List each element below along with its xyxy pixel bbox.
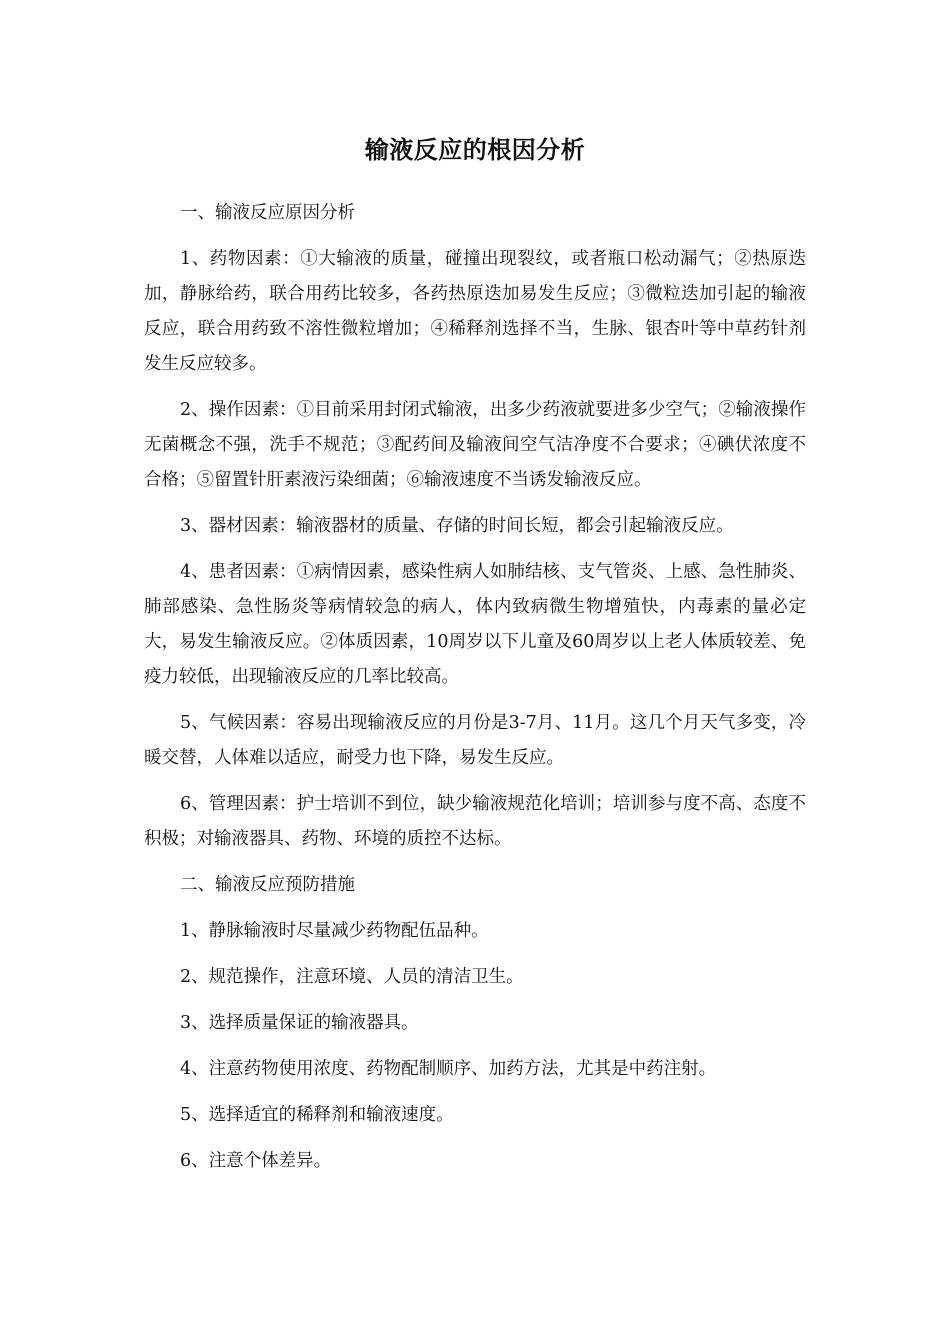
paragraph-patient-factors: 4、患者因素：①病情因素，感染性病人如肺结核、支气管炎、上感、急性肺炎、肺部感染、急性肠炎等病情较急的病人，体内致病微生物增殖快，内毒素的量必定大，易发生输液反应。②体质因素，10周岁以下儿童及60周岁以上老人体质较差、免疫力较低，出现输液反应的几率比较高。 (144, 562, 806, 687)
paragraph-climate-factors: 5、气候因素：容易出现输液反应的月份是3-7月、11月。这几个月天气多变，冷暖交替，人体难以适应，耐受力也下降，易发生反应。 (144, 713, 806, 768)
list-item: 4、注意药物使用浓度、药物配制顺序、加药方法，尤其是中药注射。 (180, 1059, 717, 1079)
list-item: 6、注意个体差异。 (180, 1151, 332, 1171)
document-body (144, 128, 806, 1190)
list-item: 3、选择质量保证的输液器具。 (180, 1013, 419, 1033)
paragraph-management-factors: 6、管理因素：护士培训不到位，缺少输液规范化培训；培训参与度不高、态度不积极；对输液器具、药物、环境的质控不达标。 (144, 794, 806, 849)
paragraph-operation-factors: 2、操作因素：①目前采用封闭式输液，出多少药液就要进多少空气；②输液操作无菌概念不强，洗手不规范；③配药间及输液间空气洁净度不合要求；④碘伏浓度不合格；⑤留置针肝素液污染细菌；⑥输液速度不当诱发输液反应。 (144, 400, 806, 490)
list-item: 1、静脉输液时尽量减少药物配伍品种。 (180, 921, 489, 941)
list-item: 5、选择适宜的稀释剂和输液速度。 (180, 1105, 454, 1125)
list-item: 2、规范操作，注意环境、人员的清洁卫生。 (180, 967, 524, 987)
section-heading-prevention: 二、输液反应预防措施 (180, 875, 355, 895)
document-title: 输液反应的根因分析 (364, 135, 586, 164)
paragraph-drug-factors: 1、药物因素：①大输液的质量，碰撞出现裂纹，或者瓶口松动漏气；②热原迭加，静脉给药，联合用药比较多，各药热原迭加易发生反应；③微粒迭加引起的输液反应，联合用药致不溶性微粒增加；④稀释剂选择不当，生脉、银杏叶等中草药针剂发生反应较多。 (144, 249, 806, 374)
paragraph-equipment-factors: 3、器材因素：输液器材的质量、存储的时间长短，都会引起输液反应。 (180, 516, 734, 536)
section-heading-causes: 一、输液反应原因分析 (180, 203, 355, 223)
